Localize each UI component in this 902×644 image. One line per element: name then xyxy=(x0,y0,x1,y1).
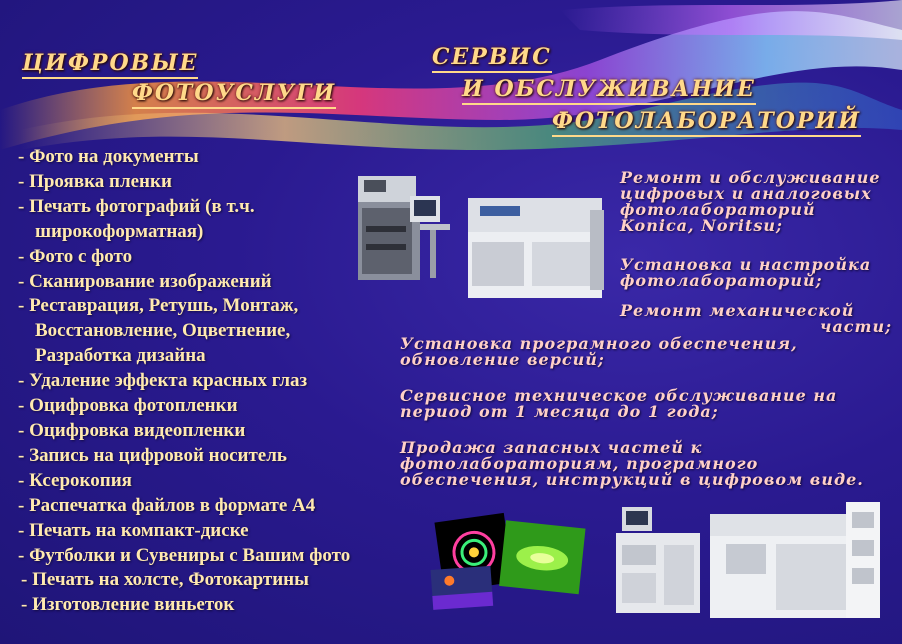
title-left-line2: ФОТОУСЛУГИ xyxy=(132,80,336,109)
title-right-line3: ФОТОЛАБОРАТОРИЙ xyxy=(552,108,861,137)
list-item: - Ксерокопия xyxy=(18,469,132,491)
service-block-setup: Установка и настройка фотолабораторий; xyxy=(620,255,872,290)
title-left-line1: ЦИФРОВЫЕ xyxy=(22,50,198,79)
list-item: - Запись на цифровой носитель xyxy=(18,444,287,466)
title-right-line2: И ОБСЛУЖИВАНИЕ xyxy=(462,76,756,105)
minilab-photo-4 xyxy=(706,500,886,622)
list-item: - Фото с фото xyxy=(18,245,133,267)
list-item: - Футболки и Сувениры с Вашим фото xyxy=(18,544,351,566)
service-block-parts: Продажа запасных частей к фотолабораториям, програмного обеспечения, инструкций в цифровом виде. xyxy=(400,438,864,489)
list-item: - Печать фотографий (в т.ч. xyxy=(18,195,255,217)
minilab-photo-1 xyxy=(356,172,456,284)
list-item: - Печать на компакт-диске xyxy=(18,519,249,541)
list-item: Восстановление, Оцветнение, xyxy=(35,320,291,342)
title-right-line1: СЕРВИС xyxy=(432,44,552,73)
service-block-mechanical: Ремонт механической части; xyxy=(620,301,893,336)
list-item: - Печать на холсте, Фотокартины xyxy=(21,569,309,591)
list-item: - Удаление эффекта красных глаз xyxy=(18,370,308,392)
service-block-maintenance: Сервисное техническое обслуживание на период от 1 месяца до 1 года; xyxy=(400,386,838,421)
minilab-photo-3 xyxy=(612,505,708,615)
list-item: - Реставрация, Ретушь, Монтаж, xyxy=(18,295,299,317)
list-item: Разработка дизайна xyxy=(35,345,206,367)
list-item: - Фото на документы xyxy=(18,146,199,167)
minilab-photo-2 xyxy=(462,192,610,304)
list-item: - Проявка пленки xyxy=(18,170,172,192)
list-item: - Изготовление виньеток xyxy=(21,594,235,616)
service-block-repair: Ремонт и обслуживание цифровых и аналоговых фотолабораторий Konica, Noritsu; xyxy=(620,168,881,235)
service-block-software: Установка програмного обеспечения, обновление версий; xyxy=(400,334,798,369)
list-item: - Оцифровка видеопленки xyxy=(18,419,246,441)
list-item: - Распечатка файлов в формате А4 xyxy=(18,494,316,516)
list-item: - Сканирование изображений xyxy=(18,270,272,292)
sample-photos xyxy=(430,510,590,610)
list-item: широкоформатная) xyxy=(35,220,204,242)
list-item: - Оцифровка фотопленки xyxy=(18,395,238,417)
services-list xyxy=(18,145,408,618)
